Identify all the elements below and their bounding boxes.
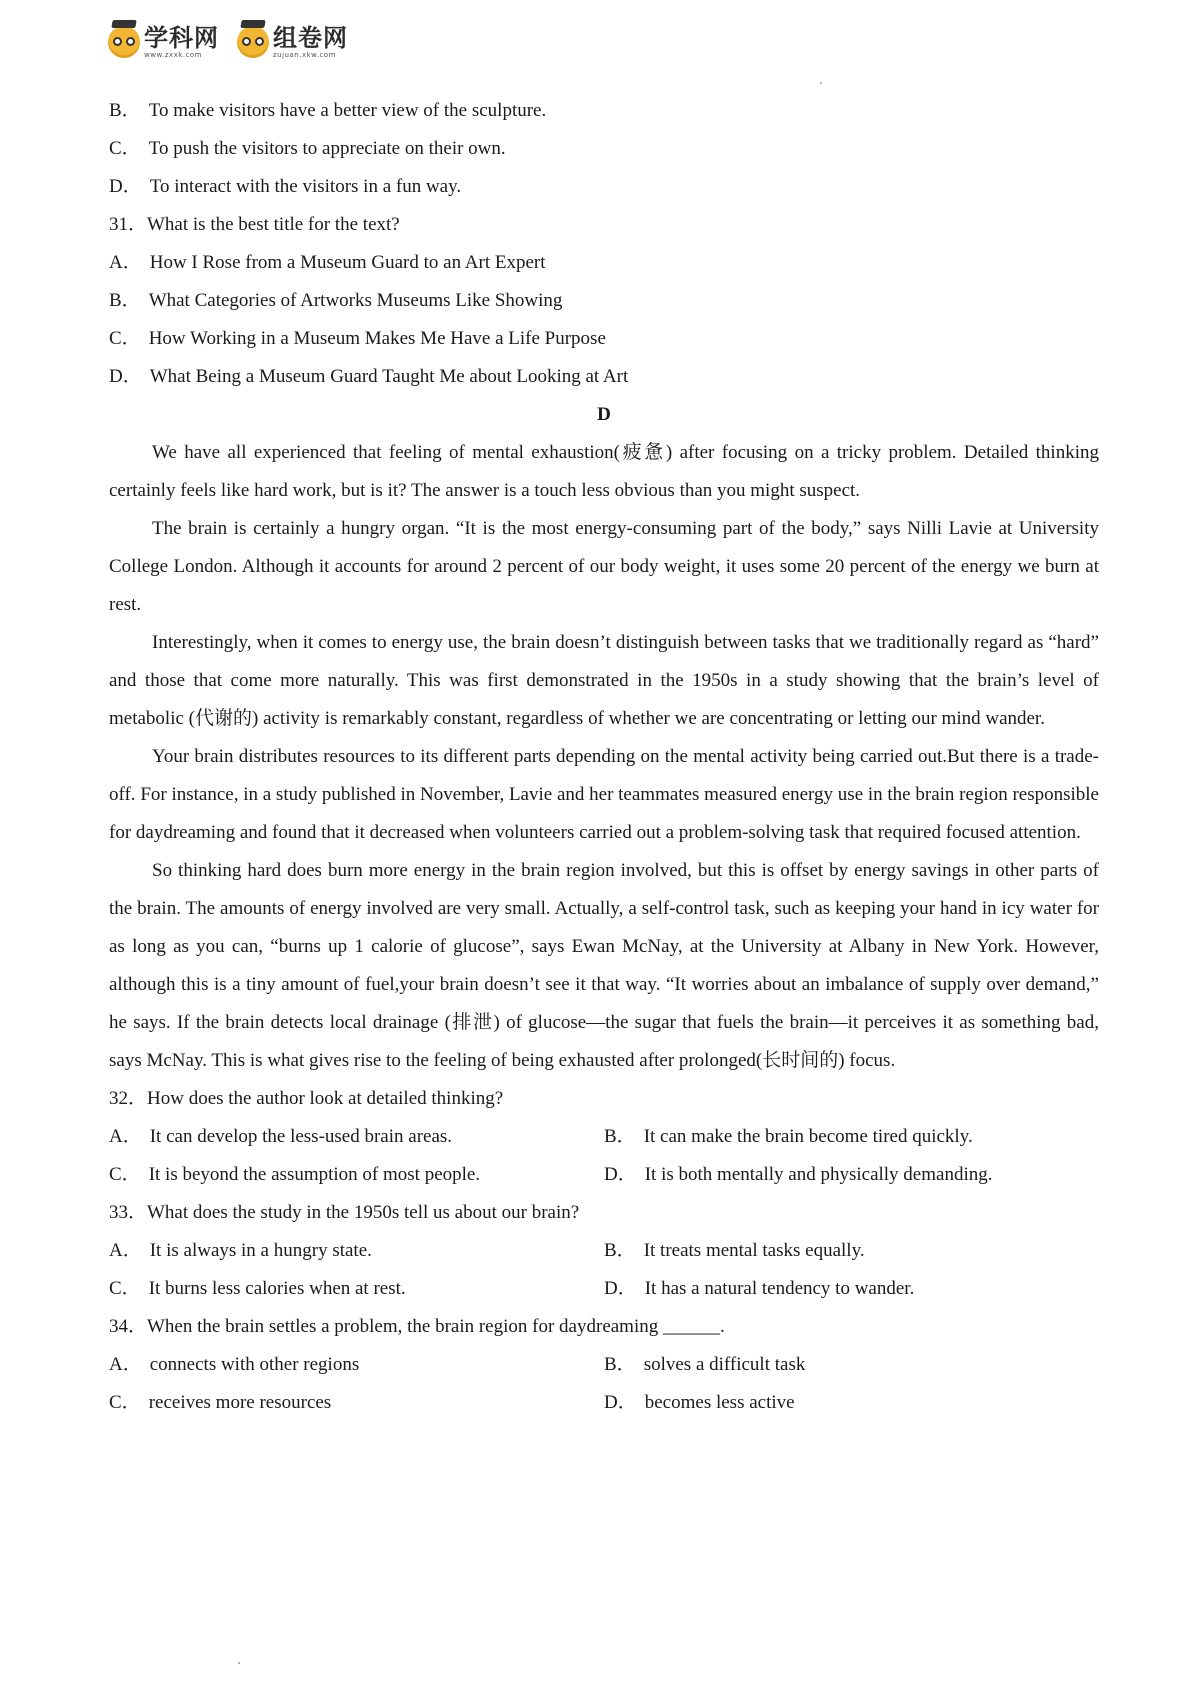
option-row <box>109 1156 1099 1194</box>
owl-mascot-icon <box>108 26 140 58</box>
document-body <box>109 92 1099 1422</box>
question-stem: 34．When the brain settles a problem, the brain region for daydreaming ______. <box>109 1316 725 1337</box>
option-item: A． It is always in a hungry state. <box>109 1240 372 1261</box>
option-row <box>109 1384 1099 1422</box>
option-line: C． How Working in a Museum Makes Me Have a Life Purpose <box>109 328 606 349</box>
scan-speck <box>238 1662 240 1664</box>
option-row <box>109 1232 1099 1270</box>
option-row <box>109 1270 1099 1308</box>
option-item: C． It is beyond the assumption of most people. <box>109 1164 481 1185</box>
option-row <box>109 1346 1099 1384</box>
question-stem: 31．What is the best title for the text? <box>109 214 400 235</box>
logo-url: zujuan.xkw.com <box>273 50 336 59</box>
option-item: D． It is both mentally and physically demanding. <box>604 1164 993 1185</box>
owl-mascot-icon <box>237 26 269 58</box>
option-item: B． solves a difficult task <box>604 1354 806 1375</box>
option-item: D． becomes less active <box>604 1392 795 1413</box>
passage-heading: D <box>597 404 611 425</box>
question-stem: 33．What does the study in the 1950s tell us about our brain? <box>109 1202 580 1223</box>
option-item: A． It can develop the less-used brain areas. <box>109 1126 453 1147</box>
zujuan-logo <box>237 23 348 59</box>
passage-paragraph: We have all experienced that feeling of mental exhaustion(疲惫) after focusing on a tricky problem. Detailed thinking certainly feels like hard work, but is it? The answer is a touch less obvious than you might suspect. <box>109 442 1099 501</box>
option-row <box>109 1118 1099 1156</box>
option-line: D． To interact with the visitors in a fun way. <box>109 176 462 197</box>
option-item: C． receives more resources <box>109 1392 332 1413</box>
option-line: D． What Being a Museum Guard Taught Me about Looking at Art <box>109 366 629 387</box>
zxxk-logo <box>108 23 219 59</box>
option-line: C． To push the visitors to appreciate on their own. <box>109 138 506 159</box>
option-item: B． It treats mental tasks equally. <box>604 1240 865 1261</box>
option-item: C． It burns less calories when at rest. <box>109 1278 406 1299</box>
option-item: D． It has a natural tendency to wander. <box>604 1278 915 1299</box>
option-item: B． It can make the brain become tired quickly. <box>604 1126 973 1147</box>
passage-paragraph: So thinking hard does burn more energy in the brain region involved, but this is offset by energy savings in other parts of the brain. The amounts of energy involved are very small. Actually, a self-control task, such as keeping your hand in icy water for as long as you can, “burns up 1 calorie of glucose”, says Ewan McNay, at the University at Albany in New York. However, although this is a tiny amount of fuel,your brain doesn’t see it that way. “It worries about an imbalance of supply over demand,” he says. If the brain detects local drainage (排泄) of glucose—the sugar that fuels the brain—it perceives it as something bad, says McNay. This is what gives rise to the feeling of being exhausted after prolonged(长时间的) focus. <box>109 860 1099 1071</box>
logo-name: 学科网 <box>144 23 219 52</box>
question-stem: 32．How does the author look at detailed thinking? <box>109 1088 504 1109</box>
option-line: A． How I Rose from a Museum Guard to an Art Expert <box>109 252 546 273</box>
passage-paragraph: Interestingly, when it comes to energy use, the brain doesn’t distinguish between tasks that we traditionally regard as “hard” and those that come more naturally. This was first demonstrated in the 1950s in a study showing that the brain’s level of metabolic (代谢的) activity is remarkably constant, regardless of whether we are concentrating or letting our mind wander. <box>109 632 1099 729</box>
page-header <box>108 22 366 62</box>
option-line: B． To make visitors have a better view of the sculpture. <box>109 100 547 121</box>
logo-name: 组卷网 <box>273 23 348 52</box>
logo-url: www.zxxk.com <box>144 50 202 59</box>
scan-speck <box>820 82 822 84</box>
passage-paragraph: The brain is certainly a hungry organ. “It is the most energy-consuming part of the body,” says Nilli Lavie at University College London. Although it accounts for around 2 percent of our body weight, it uses some 20 percent of the energy we burn at rest. <box>109 518 1099 615</box>
passage-paragraph: Your brain distributes resources to its different parts depending on the mental activity being carried out.But there is a trade-off. For instance, in a study published in November, Lavie and her teammates measured energy use in the brain region responsible for daydreaming and found that it decreased when volunteers carried out a problem-solving task that required focused attention. <box>109 746 1099 843</box>
option-item: A． connects with other regions <box>109 1354 360 1375</box>
option-line: B． What Categories of Artworks Museums Like Showing <box>109 290 563 311</box>
